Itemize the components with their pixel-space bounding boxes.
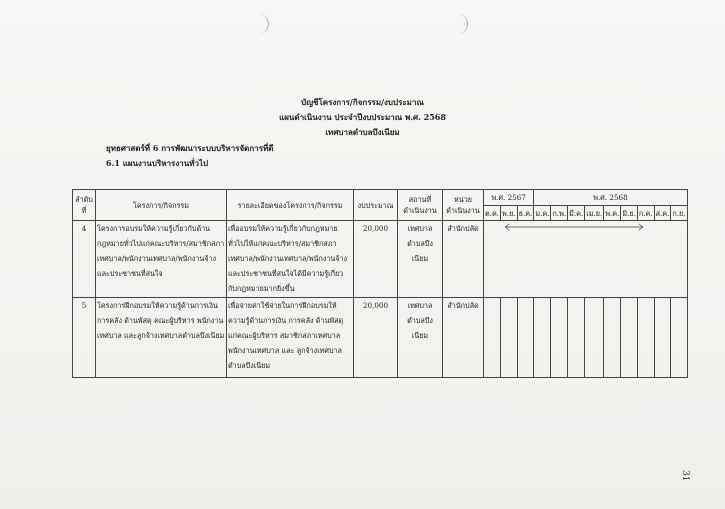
month-header: ก.ย. [671, 206, 687, 221]
binder-hole-right [457, 14, 468, 34]
project-detail: เพื่ออบรมให้ความรู้เกี่ยวกับกฎหมายทั่วไปให้แก่คณะบริหาร/สมาชิกสภาเทศบาล/พนักงานเทศบาล/พนักงานจ้างและประชาชนที่สนใจได้มีความรู้เกี่ยวกับกฎหมายมากยิ่งขึ้น [227, 221, 354, 298]
header-no: ลำดับที่ [73, 190, 96, 221]
header-budget: งบประมาณ [354, 190, 398, 221]
month-cell [501, 298, 518, 378]
table-row [73, 298, 688, 378]
header-detail: รายละเอียดของโครงการ/กิจกรรม [227, 190, 354, 221]
month-header: พ.ย. [501, 206, 518, 221]
unit-value: สำนักปลัด [443, 298, 484, 378]
month-cell [585, 298, 604, 378]
month-header: มี.ค. [568, 206, 585, 221]
month-cell [604, 298, 621, 378]
header-year-2568: พ.ศ. 2568 [534, 190, 687, 206]
month-header: ก.ค. [637, 206, 654, 221]
plan-heading: 6.1 แผนงานบริหารงานทั่วไป [106, 158, 209, 168]
timeline-cells [484, 221, 688, 298]
project-detail: เพื่อจ่ายค่าใช้จ่ายในการฝึกอบรมให้ความรู้ด้านการเงิน การคลัง ด้านพัสดุ แก่คณะผู้บริหาร สมาชิกสภาเทศบาล พนักงานเทศบาล และ ลูกจ้างเทศบาลตำบลบึงเนียม [227, 298, 354, 378]
month-header: ธ.ค. [517, 206, 534, 221]
row-number: 5 [73, 298, 96, 378]
strategy-heading: ยุทธศาสตร์ที่ 6 การพัฒนาระบบบริหารจัดการที่ดี [106, 143, 274, 153]
project-name: โครงการอบรมให้ความรู้เกี่ยวกับด้านกฎหมายทั่วไปแก่คณะบริหาร/สมาชิกสภาเทศบาล/พนักงานเทศบาล/พนักงานจ้างและประชาชนที่สนใจ [96, 221, 227, 298]
month-header: ต.ค. [484, 206, 501, 221]
budget-value: 20,000 [354, 221, 398, 298]
table-row [73, 221, 688, 298]
month-cell [568, 298, 585, 378]
header-unit: หน่วยดำเนินงาน [443, 190, 484, 221]
document-subtitle: แผนดำเนินงาน ประจำปีงบประมาณ พ.ศ. 2568 [279, 112, 446, 122]
month-cell [517, 298, 534, 378]
month-cell [621, 298, 638, 378]
organization-name: เทศบาลตำบลบึงเนียม [325, 127, 400, 137]
month-header: เม.ย. [585, 206, 604, 221]
document-title: บัญชีโครงการ/กิจกรรม/งบประมาณ [301, 97, 424, 107]
budget-value: 20,000 [354, 298, 398, 378]
project-name: โครงการฝึกอบรมให้ความรู้ด้านการเงิน การคลัง ด้านพัสดุ คณะผู้บริหาร พนักงานเทศบาล และลูกจ้างเทศบาลตำบลบึงเนียม [96, 298, 227, 378]
month-header: พ.ค. [604, 206, 621, 221]
month-cell [551, 298, 568, 378]
row-number: 4 [73, 221, 96, 298]
month-cell [534, 298, 551, 378]
header-project: โครงการ/กิจกรรม [96, 190, 227, 221]
page-number: 31 [680, 470, 690, 482]
binder-hole-left [258, 14, 269, 34]
month-header: มิ.ย. [621, 206, 638, 221]
month-cell [654, 298, 671, 378]
month-header: ม.ค. [534, 206, 551, 221]
month-cell [484, 298, 501, 378]
header-place: สถานที่ดำเนินงาน [398, 190, 443, 221]
place-value: เทศบาลตำบลบึงเนียม [398, 221, 443, 298]
unit-value: สำนักปลัด [443, 221, 484, 298]
month-header: ก.พ. [551, 206, 568, 221]
project-table [72, 189, 688, 378]
month-cell [637, 298, 654, 378]
month-cell [671, 298, 687, 378]
timeline-arrow [486, 223, 662, 231]
month-header: ส.ค. [654, 206, 671, 221]
header-year-2567: พ.ศ. 2567 [484, 190, 534, 206]
place-value: เทศบาลตำบลบึงเนียม [398, 298, 443, 378]
